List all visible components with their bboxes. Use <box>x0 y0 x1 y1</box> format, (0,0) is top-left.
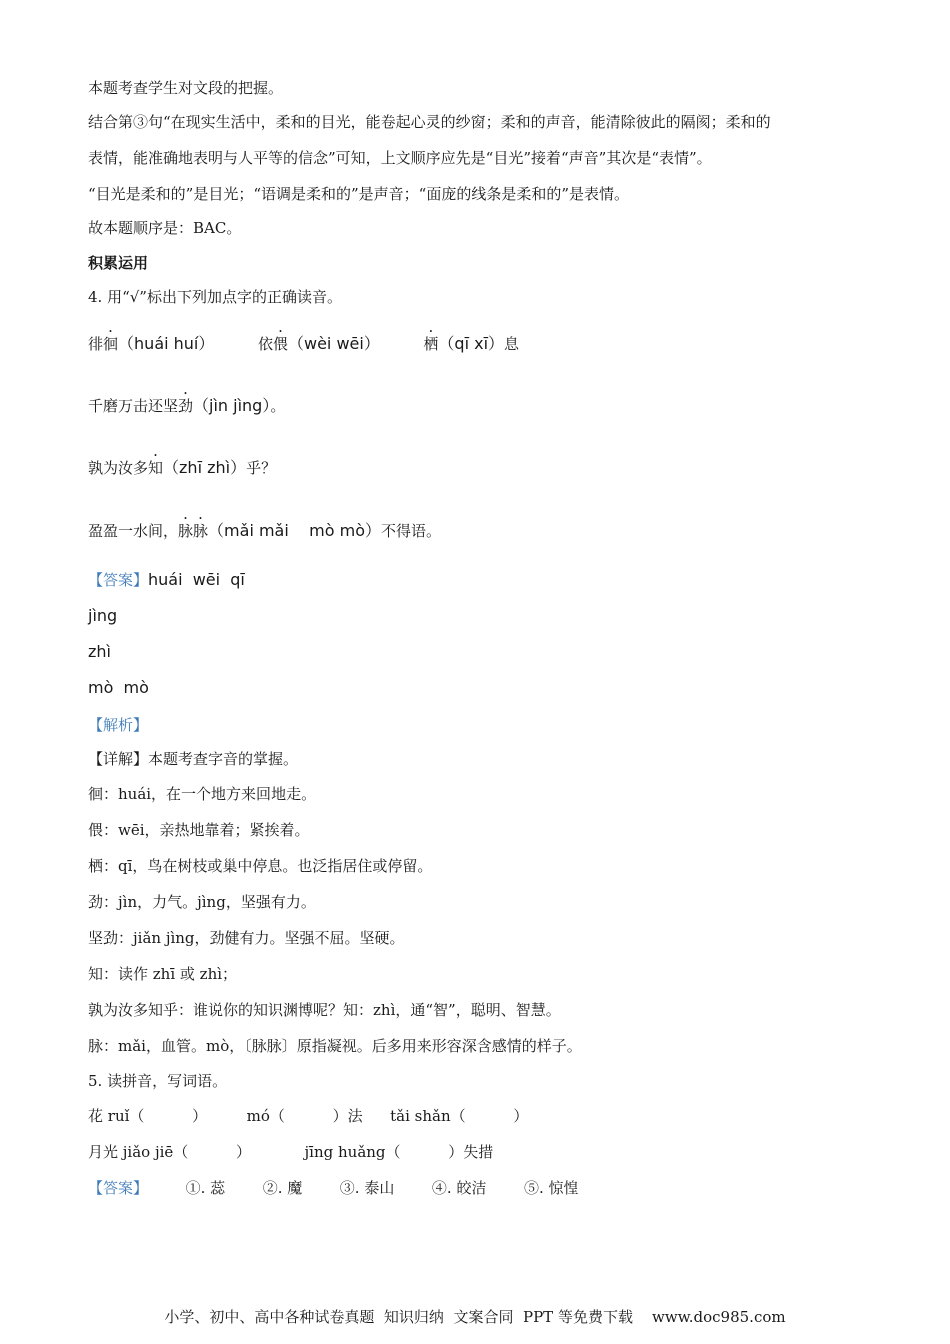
q4-row-2 <box>88 396 285 416</box>
q5-item-4: 月光 jiǎo jiē（ ） <box>88 1143 251 1161</box>
q4-r1-c-suffix: 息 <box>504 335 520 353</box>
q4-answer-1: huái wēi qī <box>148 570 245 589</box>
analysis-line-4: “目光是柔和的”是目光；“语调是柔和的”是声音；“面庞的线条是柔和的”是表情。 <box>88 185 630 203</box>
q5-stem: 5. 读拼音，写词语。 <box>88 1072 228 1090</box>
q5-item-3: tǎi shǎn（ ） <box>390 1107 529 1125</box>
q5-row-1 <box>88 1106 528 1126</box>
q4-r3-prefix: 孰为汝多 <box>88 459 149 477</box>
q5-item-1: 花 ruǐ（ ） <box>88 1107 208 1125</box>
q4-row-1 <box>88 334 519 354</box>
q4-answer-4: mò mò <box>88 678 149 697</box>
q4-r4-pinyin: （mǎi mǎi mò mò） <box>208 521 381 540</box>
q4-r4-dotted-char-1: 脉 <box>178 522 194 540</box>
q4-r2-pinyin: （jìn jìng） <box>193 396 271 415</box>
q5-answer-4: ④. 皎洁 <box>431 1179 487 1197</box>
q5-answer-3: ③. 泰山 <box>339 1179 395 1197</box>
q4-r4-prefix: 盈盈一水间， <box>88 522 179 540</box>
q4-r2-dotted-char: 劲 <box>178 397 194 415</box>
q4-r1-c-dotted-char: 栖 <box>423 335 439 353</box>
q4-explain-6: 知：读作 zhī 或 zhì； <box>88 965 238 983</box>
q5-answer-1: ①. 蕊 <box>185 1179 226 1197</box>
q4-r2-prefix: 千磨万击还坚 <box>88 397 179 415</box>
q4-r1-a-prefix: 徘 <box>88 335 104 353</box>
q4-explain-1: 徊：huái，在一个地方来回地走。 <box>88 785 317 803</box>
page-footer: 小学、初中、高中各种试卷真题 知识归纳 文案合同 PPT 等免费下载 www.doc985.com <box>164 1308 786 1326</box>
q4-explain-4: 劲：jìn，力气。jìng，坚强有力。 <box>88 893 316 911</box>
q4-r1-b-pinyin: （wèi wēi） <box>287 334 380 353</box>
q4-detail: 【详解】本题考查字音的掌握。 <box>88 750 299 768</box>
q5-answer-5: ⑤. 惊惶 <box>524 1179 579 1197</box>
q5-answer-tag: 【答案】 <box>88 1179 149 1197</box>
q4-answer-2: jìng <box>88 606 118 625</box>
q4-explain-5: 坚劲：jiǎn jìng，劲健有力。坚强不屈。坚硬。 <box>88 929 405 947</box>
analysis-line-2: 结合第③句“在现实生活中，柔和的目光，能卷起心灵的纱窗；柔和的声音，能清除彼此的隔阂；柔和的 <box>88 113 771 131</box>
q4-r4-dotted-char-2: 脉 <box>193 522 209 540</box>
q5-item-2: mó（ ）法 <box>246 1107 363 1125</box>
q4-r3-pinyin: （zhī zhì） <box>163 458 247 477</box>
analysis-line-5: 故本题顺序是：BAC。 <box>88 219 242 237</box>
q4-answer-line-1 <box>88 570 245 590</box>
q4-r1-c-pinyin: （qī xī） <box>438 334 505 353</box>
q5-answer-2: ②. 魔 <box>262 1179 303 1197</box>
q4-r1-b-prefix: 依 <box>257 335 273 353</box>
q4-r4-suffix: 不得语。 <box>381 522 442 540</box>
q4-r1-a-pinyin: （huái huí） <box>118 334 215 353</box>
q4-answer-3: zhì <box>88 642 111 661</box>
q5-answer-line <box>88 1178 579 1198</box>
q4-analysis-tag: 【解析】 <box>88 716 149 734</box>
q4-r3-dotted-char: 知 <box>148 459 164 477</box>
q4-explain-3: 栖：qī，鸟在树枝或巢中停息。也泛指居住或停留。 <box>88 857 433 875</box>
analysis-line-1: 本题考查学生对文段的把握。 <box>88 79 284 97</box>
q4-r1-b-dotted-char: 偎 <box>272 335 288 353</box>
q4-row-3 <box>88 458 276 478</box>
q4-explain-7: 孰为汝多知乎：谁说你的知识渊博呢？知：zhì，通“智”，聪明、智慧。 <box>88 1001 561 1019</box>
q4-stem: 4. 用“√”标出下列加点字的正确读音。 <box>88 288 342 306</box>
q4-r3-suffix: 乎？ <box>246 459 277 477</box>
q4-explain-2: 偎：wēi，亲热地靠着；紧挨着。 <box>88 821 310 839</box>
q5-row-2 <box>88 1142 493 1162</box>
q4-r2-suffix: 。 <box>270 397 286 415</box>
q4-explain-8: 脉：mǎi，血管。mò，〔脉脉〕原指凝视。后多用来形容深含感情的样子。 <box>88 1037 582 1055</box>
q4-answer-tag: 【答案】 <box>88 571 149 589</box>
q4-row-4 <box>88 521 441 541</box>
q4-r1-a-dotted-char: 徊 <box>103 335 119 353</box>
q5-item-5: jīng huǎng（ ）失措 <box>304 1143 494 1161</box>
section-title: 积累运用 <box>88 254 149 272</box>
analysis-line-3: 表情，能准确地表明与人平等的信念”可知，上文顺序应先是“目光”接着“声音”其次是“表情”。 <box>88 149 712 167</box>
